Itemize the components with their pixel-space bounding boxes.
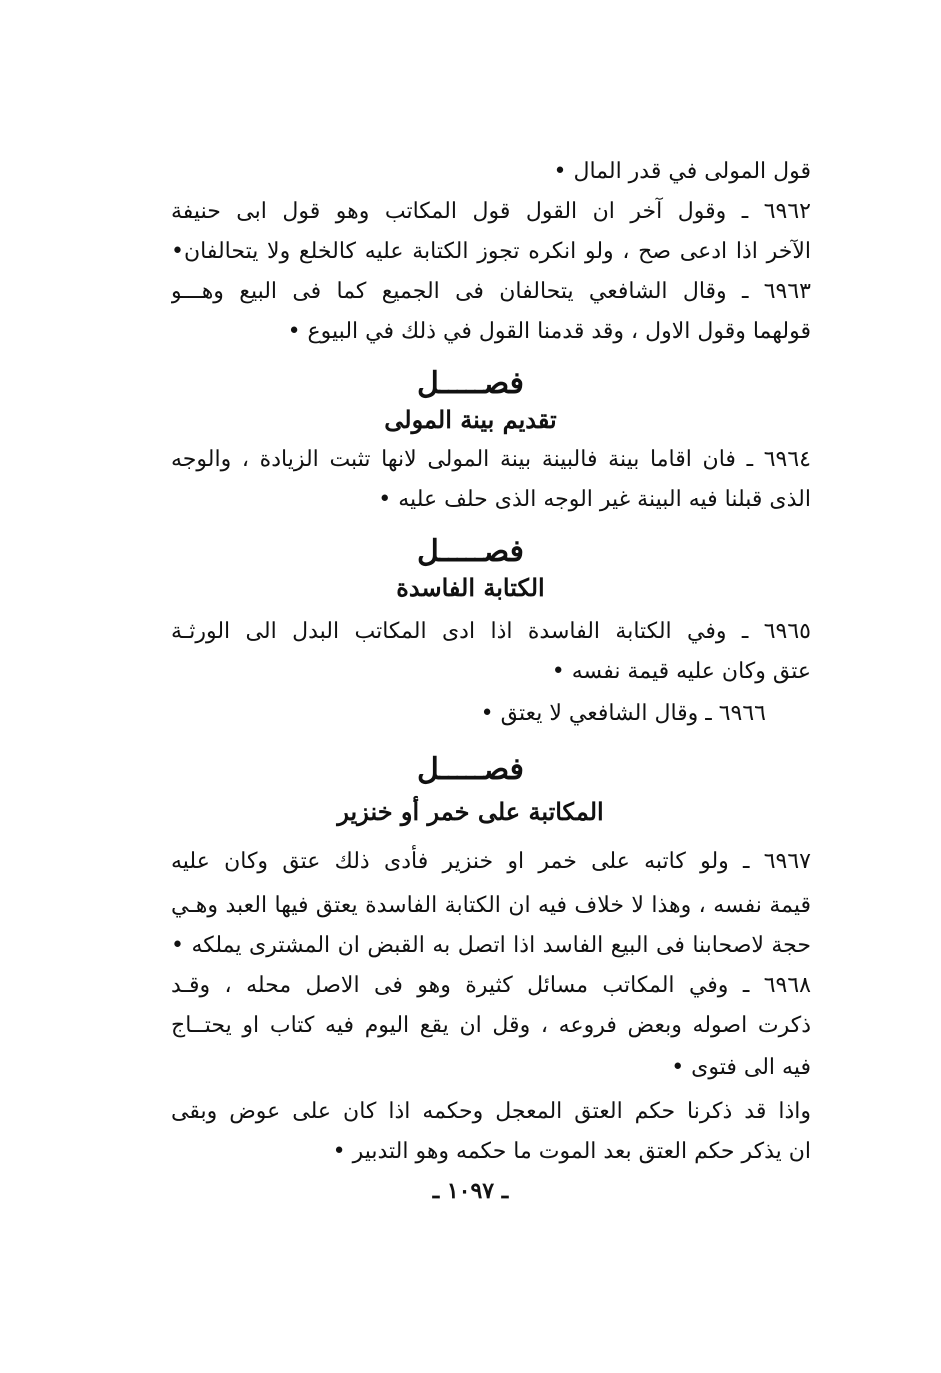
text-line: ذكرت اصوله وبعض فروعه ، وقل ان يقع اليوم فيه كتاب او يحتــاج [171,1013,811,1038]
text-line: ٦٩٦٤ ـ فان اقاما بينة فالبينة بينة المولى لانها تثبت الزيادة ، والوجه [171,447,811,472]
text-line: قولهما وقول الاول ، وقد قدمنا القول في ذلك في البيوع • [287,319,811,344]
text-line: حجة لاصحابنا فى البيع الفاسد اذا اتصل به القبض ان المشترى يملكه • [171,933,811,958]
text-line: الآخر اذا ادعى صح ، ولو انكره تجوز الكتابة عليه كالخلع ولا يتحالفان• [171,239,811,264]
text-line: قول المولى في قدر المال • [553,159,811,184]
page-number: ـ ١٠٩٧ ـ [432,1178,509,1204]
section-heading-fasl: فصـــــل [416,534,525,569]
text-line: ٦٩٦٦ ـ وقال الشافعي لا يعتق • [480,701,766,726]
text-line: واذا قد ذكرنا حكم العتق المعجل وحكمه اذا كان على عوض وبقى [171,1099,811,1124]
text-line: ٦٩٦٨ ـ وفي المكاتب مسائل كثيرة وهو فى الاصل محله ، وقـد [171,973,811,998]
text-line: فيه الى فتوى • [671,1055,811,1080]
text-line: ٦٩٦٣ ـ وقال الشافعي يتحالفان فى الجميع كما فى البيع وهـــو [171,279,811,304]
section-heading-fasl: فصـــــل [416,752,525,787]
text-line: ٦٩٦٢ ـ وقول آخر ان القول قول المكاتب وهو قول ابى حنيفة [171,199,811,224]
section-title: المكاتبة على خمر أو خنزير [337,797,604,826]
text-line: ٦٩٦٥ ـ وفي الكتابة الفاسدة اذا ادى المكاتب البدل الى الورثـة [171,619,811,644]
text-line: الذى قبلنا فيه البينة غير الوجه الذى حلف عليه • [378,487,811,512]
section-title: الكتابة الفاسدة [396,573,545,602]
text-line: ان يذكر حكم العتق بعد الموت ما حكمه وهو التدبير • [332,1139,811,1164]
text-line: ٦٩٦٧ ـ ولو كاتبه على خمر او خنزير فأدى ذلك عتق وكان عليه [171,849,811,874]
section-heading-fasl: فصـــــل [416,366,525,401]
text-line: عتق وكان عليه قيمة نفسه • [551,659,811,684]
section-title: تقديم بينة المولى [384,405,557,434]
text-line: قيمة نفسه ، وهذا لا خلاف فيه ان الكتابة الفاسدة يعتق فيها العبد وهـي [171,893,811,918]
